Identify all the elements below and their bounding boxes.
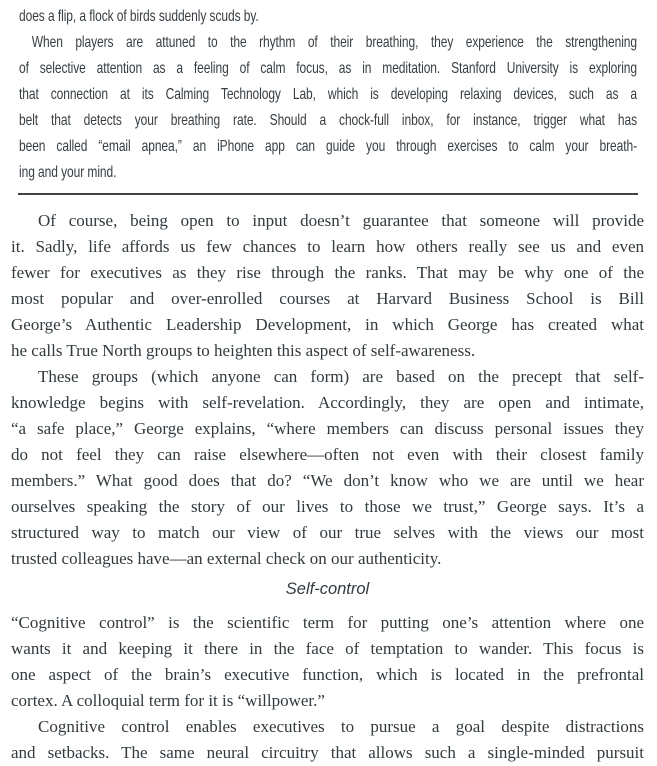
text-line: These groups (which anyone can form) are based on the precept that self- xyxy=(38,367,644,386)
paragraph xyxy=(19,30,637,186)
text-line: When players are attuned to the rhythm of their breathing, they experience the strengthening xyxy=(31,34,637,51)
top-text-panel xyxy=(19,4,637,186)
paragraph xyxy=(11,610,644,714)
text-line: Cognitive control enables executives to pursue a goal despite distractions xyxy=(38,717,644,736)
text-line: ourselves speaking the story of our lives to those we trust,” George says. It’s a xyxy=(11,497,644,516)
text-line: members.” What good does that do? “We don’t know who we are until we hear xyxy=(11,471,644,490)
text-line: belt that detects your breathing rate. Should a chock-full inbox, for instance, trigger what has xyxy=(19,112,637,129)
text-line: knowledge begins with self-revelation. Accordingly, they are open and intimate, xyxy=(11,393,644,412)
text-line: fewer for executives as they rise through the ranks. That may be why one of the xyxy=(11,263,644,282)
paragraph-continuation xyxy=(19,4,637,30)
section-heading: Self-control xyxy=(285,580,370,598)
text-line: he calls True North groups to heighten this aspect of self-awareness. xyxy=(11,341,476,360)
text-line: wants it and keeping it there in the face of temptation to wander. This focus is xyxy=(11,639,644,658)
paragraph xyxy=(11,208,644,364)
top-text-inner xyxy=(19,4,637,186)
text-line: “a safe place,” George explains, “where members can discuss personal issues they xyxy=(11,419,644,438)
bottom-text-panel xyxy=(11,208,644,766)
section-divider xyxy=(18,193,638,195)
text-line: Of course, being open to input doesn’t guarantee that someone will provide xyxy=(38,211,644,230)
text-line: George’s Authentic Leadership Development, in which George has created what xyxy=(11,315,644,334)
text-line: ing and your mind. xyxy=(19,164,117,181)
text-line: “Cognitive control” is the scientific term for putting one’s attention where one xyxy=(11,613,644,632)
text-line: trusted colleagues have—an external check on our authenticity. xyxy=(11,549,442,568)
text-line: of selective attention as a feeling of calm focus, as in meditation. Stanford University is exploring xyxy=(19,60,637,77)
text-line: and setbacks. The same neural circuitry that allows such a single-minded pursuit xyxy=(11,743,644,762)
text-line: structured way to match our view of our true selves with the views our most xyxy=(11,523,644,542)
text-line: do not feel they can raise elsewhere—often not even with their closest family xyxy=(11,445,644,464)
text-line: one aspect of the brain’s executive function, which is located in the prefrontal xyxy=(11,665,644,684)
text-line: cortex. A colloquial term for it is “willpower.” xyxy=(11,691,325,710)
text-line: been called “email apnea,” an iPhone app can guide you through exercises to calm your breath- xyxy=(19,138,637,155)
text-line: most popular and over-enrolled courses at Harvard Business School is Bill xyxy=(11,289,644,308)
text-line: that connection at its Calming Technology Lab, which is developing relaxing devices, such as a xyxy=(19,86,637,103)
text-line: does a flip, a flock of birds suddenly scuds by. xyxy=(19,8,259,25)
paragraph xyxy=(11,714,644,766)
paragraph xyxy=(11,364,644,572)
text-line: it. Sadly, life affords us few chances to learn how others really see us and even xyxy=(11,237,644,256)
